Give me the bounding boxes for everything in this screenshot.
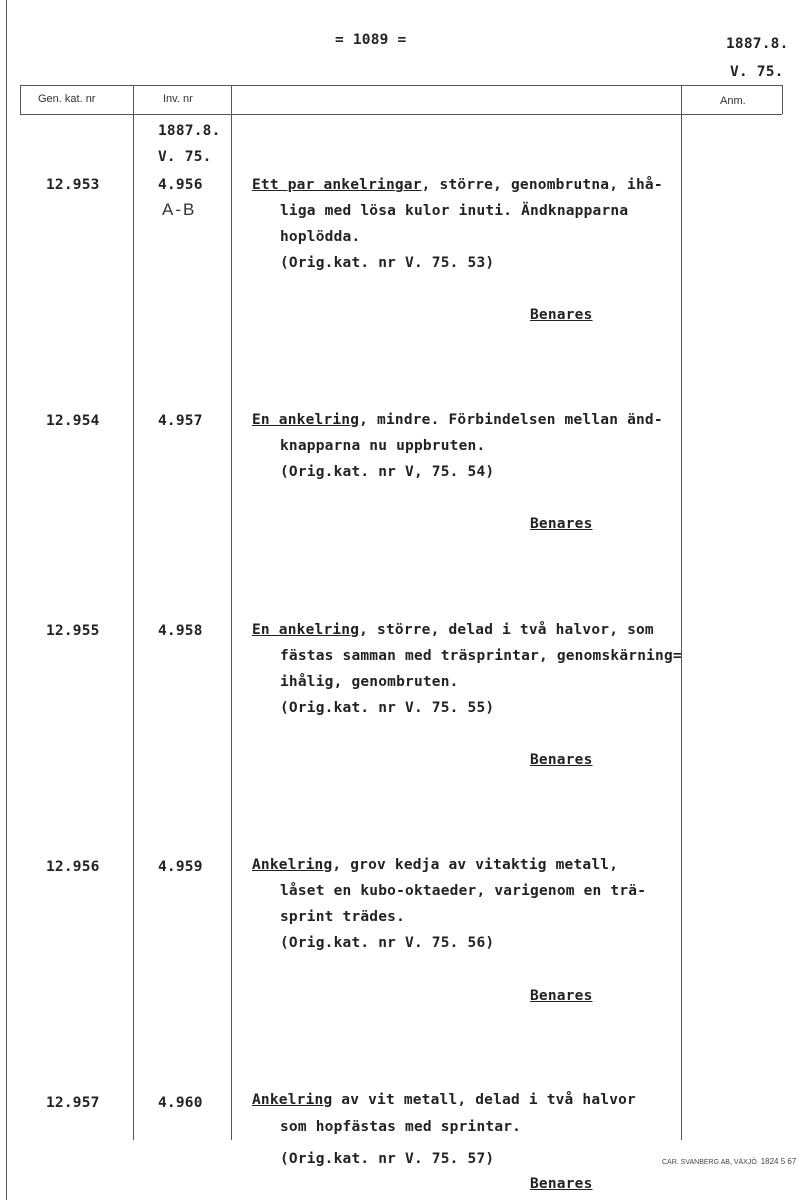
entry-5-place: Benares [530, 1176, 593, 1192]
entry-3-gen-number: 12.955 [46, 623, 100, 639]
year-code: 1887.8. [726, 36, 789, 52]
entry-3-ref: (Orig.kat. nr V. 75. 55) [280, 700, 495, 716]
entry-5-title: Ankelring [252, 1092, 333, 1108]
inv-desc-divider [231, 85, 232, 1140]
entry-1-place: Benares [530, 307, 593, 323]
entry-4-place: Benares [530, 988, 593, 1004]
entry-2-inv-number: 4.957 [158, 413, 203, 429]
entry-2-ref: (Orig.kat. nr V, 75. 54) [280, 464, 495, 480]
entry-3-inv-number: 4.958 [158, 623, 203, 639]
entry-5-line-2: som hopfästas med sprintar. [280, 1119, 522, 1135]
left-margin-rule [6, 0, 7, 1200]
entry-1-first-rest: , större, genombrutna, ihå- [421, 177, 663, 193]
entry-5-first-rest: av vit metall, delad i två halvor [332, 1092, 636, 1108]
entry-2-gen-number: 12.954 [46, 413, 100, 429]
entry-3-line-2: fästas samman med träsprintar, genomskärning= [280, 648, 682, 664]
entry-3-line-1 [252, 622, 654, 638]
desc-anm-divider [681, 85, 682, 1140]
inv-year: 1887.8. [158, 123, 221, 139]
header-bottom-rule [20, 114, 782, 115]
entry-2-title: En ankelring [252, 412, 360, 428]
inv-v: V. 75. [158, 149, 212, 165]
entry-2-line-1 [252, 412, 663, 428]
entry-3-place: Benares [530, 752, 593, 768]
header-right-rule [782, 85, 783, 114]
entry-5-ref: (Orig.kat. nr V. 75. 57) [280, 1151, 495, 1167]
entry-4-first-rest: , grov kedja av vitaktig metall, [332, 857, 619, 873]
gen-inv-divider [133, 85, 134, 1140]
entry-3-title: En ankelring [252, 622, 360, 638]
printer-name: CAR. SVANBERG AB, VÄXJÖ [662, 1159, 757, 1166]
entry-1-ref: (Orig.kat. nr V. 75. 53) [280, 255, 495, 271]
form-code: 1824 5 67 [760, 1157, 797, 1166]
entry-4-gen-number: 12.956 [46, 859, 100, 875]
entry-1-line-1 [252, 177, 663, 193]
page-number: = 1089 = [335, 32, 407, 48]
column-header-anm: Anm. [720, 95, 746, 107]
entry-2-first-rest: , mindre. Förbindelsen mellan änd- [359, 412, 663, 428]
entry-4-title: Ankelring [252, 857, 333, 873]
printer-mark [662, 1157, 796, 1166]
entry-5-gen-number: 12.957 [46, 1095, 100, 1111]
entry-5-line-1 [252, 1092, 636, 1108]
entry-1-inv-number: 4.956 [158, 177, 203, 193]
column-header-inv: Inv. nr [163, 93, 193, 105]
entry-2-line-2: knapparna nu uppbruten. [280, 438, 486, 454]
entry-1-gen-number: 12.953 [46, 177, 100, 193]
v-code: V. 75. [730, 64, 784, 80]
entry-1-inv-note: A-B [162, 200, 197, 219]
entry-1-title: Ett par ankelringar [252, 177, 422, 193]
entry-3-line-3: ihålig, genombruten. [280, 674, 459, 690]
entry-5-inv-number: 4.960 [158, 1095, 203, 1111]
entry-4-ref: (Orig.kat. nr V. 75. 56) [280, 935, 495, 951]
entry-1-line-3: hoplödda. [280, 229, 361, 245]
entry-1-line-2: liga med lösa kulor inuti. Ändknapparna [280, 203, 629, 219]
column-header-gen-kat: Gen. kat. nr [38, 93, 96, 105]
entry-2-place: Benares [530, 516, 593, 532]
header-left-rule [20, 85, 21, 114]
entry-4-line-3: sprint trädes. [280, 909, 406, 925]
header-top-rule [20, 85, 782, 86]
entry-4-inv-number: 4.959 [158, 859, 203, 875]
entry-4-line-1 [252, 857, 618, 873]
entry-3-first-rest: , större, delad i två halvor, som [359, 622, 654, 638]
entry-4-line-2: låset en kubo-oktaeder, varigenom en trä- [280, 883, 647, 899]
